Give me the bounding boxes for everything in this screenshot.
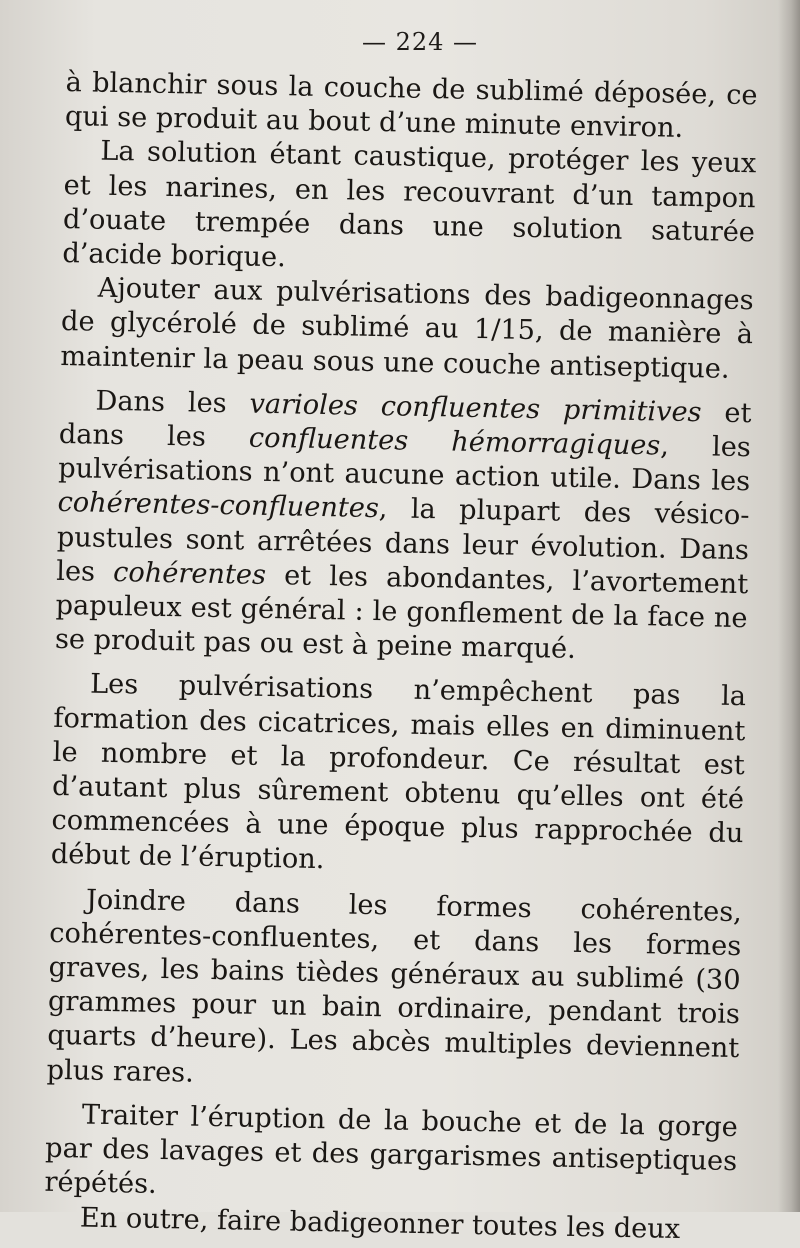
italic-run: confluentes hémorragiques — [248, 422, 661, 462]
page-number: — 224 — — [361, 28, 479, 56]
text-run: à blanchir sous la couche de sublimé déposée, ce qui se produit au bout d’une minute environ. — [64, 66, 758, 145]
text-run: Joindre dans les formes cohérentes, cohérentes-confluentes, et dans les formes graves, les bains tièdes généraux au sublimé (30 grammes pour un bain ordinaire, pendant trois quarts d’heure). Les abcès multiples deviennent plus rares. — [46, 884, 743, 1089]
text-run: Dans les — [95, 385, 250, 420]
text-run: , les pulvérisations n’ont aucune action utile. Dans les — [57, 430, 752, 498]
text-run: et dans les — [58, 397, 752, 454]
text-run: , la plupart des vésico-pustules sont arrêtées dans leur évolution. Dans les — [56, 493, 750, 588]
italic-run: varioles confluentes primitives — [249, 388, 702, 429]
paragraph-bouche-gorge — [44, 1098, 738, 1214]
paragraph-glycerole — [60, 271, 754, 387]
text-run: Traiter l’éruption de la bouche et de la gorge par des lavages et des gargarismes antiseptiques répétés. — [44, 1099, 739, 1201]
paragraph-cicatrices — [51, 667, 747, 885]
text-run: Les pulvérisations n’empêchent pas la formation des cicatrices, mais elles en diminuent le nombre et la profondeur. Ce résultat est d’autant plus sûrement obtenu qu’elles ont été commencées à une époque plus rapprochée du début de l’éruption. — [50, 669, 747, 876]
body-text — [44, 66, 758, 1248]
text-run: et les abondantes, l’avortement papuleux est général : le gonflement de la face ne se produit pas ou est à peine marqué. — [54, 559, 749, 666]
paragraph-caustic-solution — [62, 134, 756, 284]
italic-run: cohérentes — [112, 556, 267, 591]
text-run: La solution étant caustique, protéger les yeux et les narines, en les recouvrant d’un tampon d’ouate trempée dans une solution saturée d’acide borique. — [62, 136, 757, 274]
text-run: Ajouter aux pulvérisations des badigeonnages de glycérolé de sublimé au 1/15, de manière à maintenir la peau sous une couche antiseptique. — [60, 272, 754, 385]
paragraph-varioles-forms — [55, 384, 752, 671]
italic-run: cohérentes-confluentes — [57, 487, 380, 525]
text-run: En outre, faire badigeonner toutes les deux — [79, 1201, 681, 1245]
paragraph-bains — [46, 883, 742, 1101]
page-edge-shadow — [778, 0, 800, 1212]
